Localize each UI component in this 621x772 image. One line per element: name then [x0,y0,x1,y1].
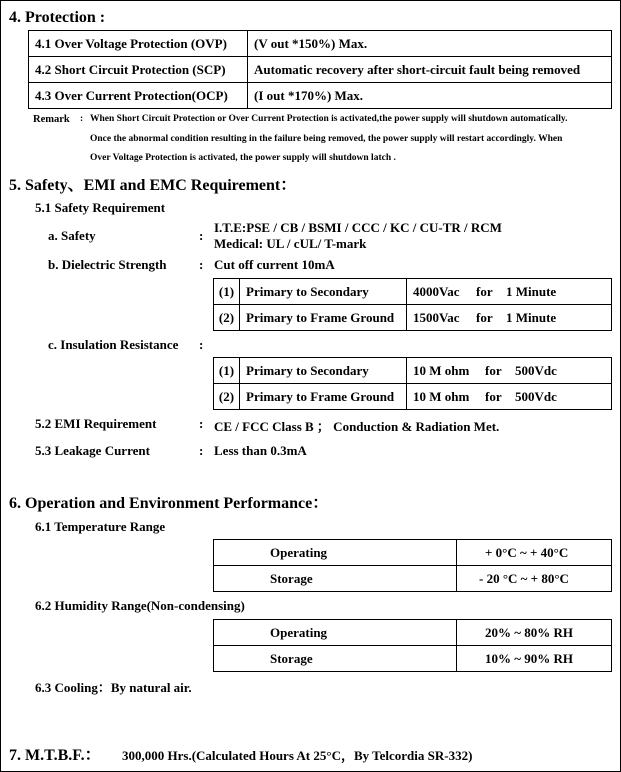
duration: 1 Minute [506,283,557,299]
table-row [214,620,612,646]
test-voltage: 500Vdc [515,388,557,404]
temperature-table [213,539,612,592]
protection-label: 4.3 Over Current Protection(OCP) [29,83,248,109]
table-row [214,566,612,592]
resistance: 10 M ohm [413,388,470,404]
test-item: Primary to Secondary [240,279,407,305]
table-row [214,646,612,672]
safety-standards: I.T.E:PSE / CB / BSMI / CCC / KC / CU-TR / RCM [214,220,502,235]
insulation-table [213,357,612,410]
safety-requirement-title: 5.1 Safety Requirement [35,200,166,215]
remark-line: Over Voltage Protection is activated, the power supply will shutdown latch . [90,153,396,163]
dielectric-label: b. Dielectric Strength [48,257,167,272]
for-text: for [476,309,493,325]
table-row [29,83,612,109]
leakage-colon: : [199,443,204,458]
table-row [214,358,612,384]
emi-colon: : [199,416,204,431]
test-item: Primary to Frame Ground [240,384,407,410]
operation-heading: 6. Operation and Environment Performance： [9,495,329,512]
condition-label: Storage [214,646,457,672]
condition-value: 20% ~ 80% RH [457,620,612,646]
table-row [214,540,612,566]
humidity-table [213,619,612,672]
remark-line: When Short Circuit Protection or Over Current Protection is activated,the power supply will shutdown automatically. [90,114,568,124]
test-item: Primary to Secondary [240,358,407,384]
voltage: 4000Vac [413,283,460,299]
for-text: for [485,388,502,404]
safety-colon: : [199,228,204,243]
condition-value: 10% ~ 90% RH [457,646,612,672]
protection-heading: 4. Protection : [9,9,106,26]
condition-label: Storage [214,566,457,592]
mtbf-value: 300,000 Hrs.(Calculated Hours At 25°C，By Telcordia SR-332) [122,748,473,763]
test-value [407,358,612,384]
condition-value: - 20 °C ~ + 80°C [457,566,612,592]
table-row [214,305,612,331]
test-voltage: 500Vdc [515,362,557,378]
safety-label: a. Safety [48,228,96,243]
condition-value: + 0°C ~ + 40°C [457,540,612,566]
cooling-text: 6.3 Cooling：By natural air. [35,680,192,695]
table-row [214,279,612,305]
table-row [29,57,612,83]
protection-table [28,30,612,109]
voltage: 1500Vac [413,309,460,325]
test-value [407,305,612,331]
safety-heading: 5. Safety、EMI and EMC Requirement： [9,177,297,194]
table-row [214,384,612,410]
resistance: 10 M ohm [413,362,470,378]
humidity-title: 6.2 Humidity Range(Non-condensing) [35,598,245,613]
test-item: Primary to Frame Ground [240,305,407,331]
test-value [407,279,612,305]
protection-value: (I out *170%) Max. [248,83,612,109]
dielectric-colon: : [199,257,204,272]
dielectric-value: Cut off current 10mA [214,257,335,272]
temperature-title: 6.1 Temperature Range [35,519,166,534]
row-number: (1) [214,358,240,384]
protection-value: Automatic recovery after short-circuit fault being removed [248,57,612,83]
leakage-label: 5.3 Leakage Current [35,443,150,458]
test-value [407,384,612,410]
remark-label: Remark [33,114,70,125]
row-number: (1) [214,279,240,305]
row-number: (2) [214,384,240,410]
mtbf-heading: 7. M.T.B.F.： [9,747,101,764]
row-number: (2) [214,305,240,331]
condition-label: Operating [214,620,457,646]
remark-line: Once the abnormal condition resulting in the failure being removed, the power supply will restart accordingly. When [90,134,563,144]
insulation-label: c. Insulation Resistance [48,337,179,352]
protection-label: 4.1 Over Voltage Protection (OVP) [29,31,248,57]
emi-value: CE / FCC Class B ； Conduction & Radiation Met. [214,419,500,434]
for-text: for [476,283,493,299]
protection-label: 4.2 Short Circuit Protection (SCP) [29,57,248,83]
emi-label: 5.2 EMI Requirement [35,416,157,431]
protection-value: (V out *150%) Max. [248,31,612,57]
table-row [29,31,612,57]
dielectric-table [213,278,612,331]
leakage-value: Less than 0.3mA [214,443,307,458]
insulation-colon: : [199,337,204,352]
for-text: for [485,362,502,378]
safety-medical: Medical: UL / cUL/ T-mark [214,236,367,251]
duration: 1 Minute [506,309,557,325]
remark-colon: : [80,114,84,124]
condition-label: Operating [214,540,457,566]
